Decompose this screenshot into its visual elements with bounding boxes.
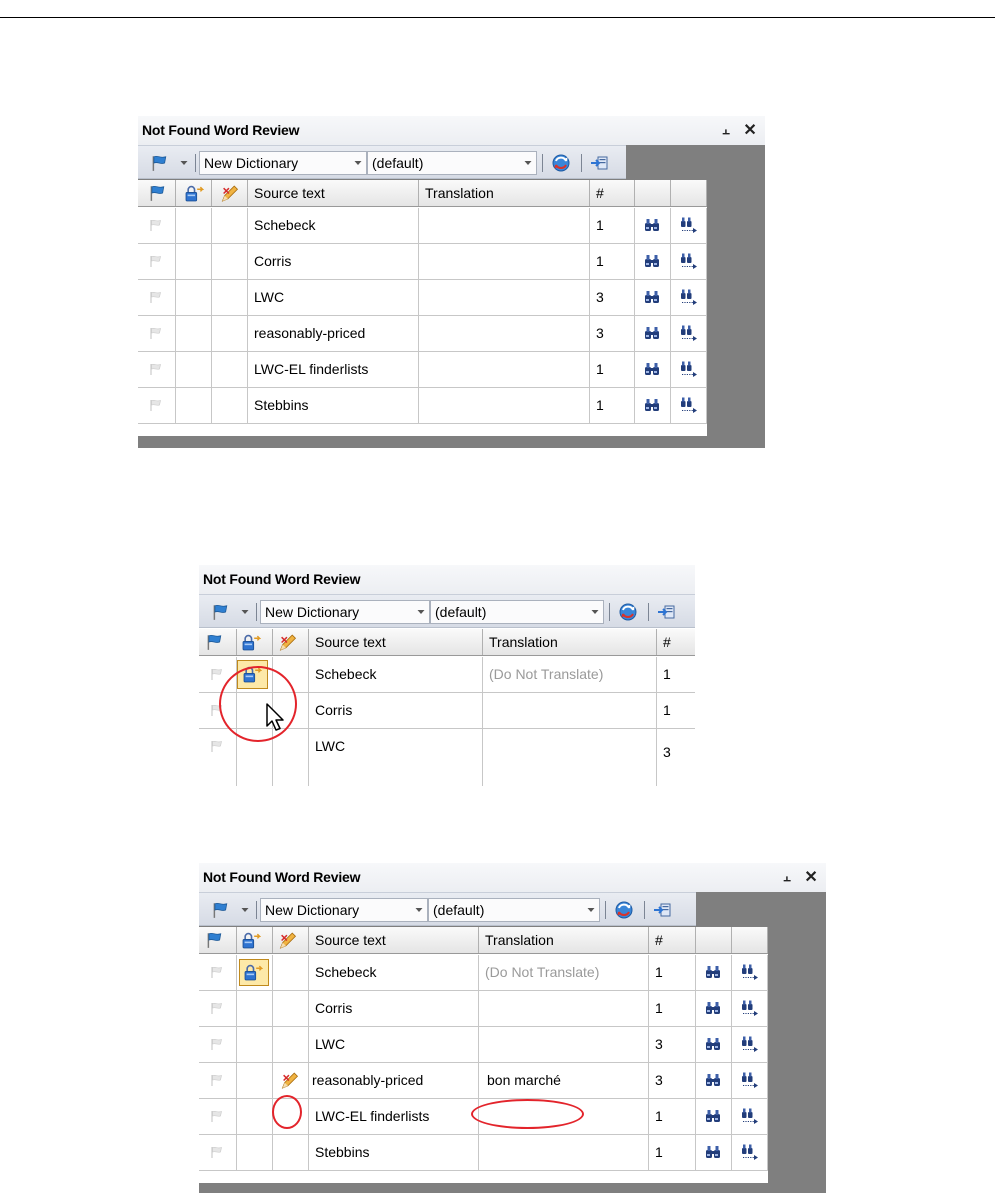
translation-cell[interactable] (419, 244, 590, 279)
count-cell: 1 (663, 666, 671, 682)
count-cell: 3 (663, 744, 671, 760)
annotation-circle (272, 1095, 302, 1129)
flag-icon (209, 1072, 225, 1088)
table-row[interactable] (199, 955, 768, 991)
find-next-cell[interactable] (732, 1027, 768, 1062)
lock-cell[interactable] (237, 1099, 273, 1134)
source-text-cell: Schebeck (309, 955, 479, 990)
table-row[interactable] (138, 388, 707, 424)
dictionary-value: New Dictionary (204, 155, 299, 171)
flag-icon (148, 361, 164, 377)
flag-icon (204, 633, 224, 651)
find-cell[interactable] (696, 1027, 732, 1062)
export-icon[interactable] (653, 901, 671, 919)
flag-filter-icon[interactable] (148, 154, 170, 172)
lock-cell[interactable] (237, 955, 273, 990)
header-source-text[interactable]: Source text (309, 629, 483, 655)
translation-cell[interactable] (419, 208, 590, 243)
find-cell[interactable] (696, 1063, 732, 1098)
find-next-icon[interactable] (741, 1107, 759, 1125)
source-text-cell: Schebeck (309, 657, 483, 692)
flag-cell[interactable] (199, 1063, 237, 1098)
find-next-icon[interactable] (680, 252, 698, 270)
lock-cell[interactable] (237, 1063, 273, 1098)
find-next-cell[interactable] (732, 1135, 768, 1170)
grid-header (138, 180, 707, 207)
count-cell: 1 (590, 208, 635, 243)
lock-cell[interactable] (237, 991, 273, 1026)
flag-icon (209, 1000, 225, 1016)
translation-cell[interactable] (479, 1027, 649, 1062)
lock-cell[interactable] (176, 388, 212, 423)
toolbar-separator (195, 154, 196, 172)
table-row[interactable] (199, 1135, 768, 1171)
flag-filter-icon[interactable] (209, 901, 231, 919)
source-text-cell: Corris (248, 244, 419, 279)
header-edit[interactable] (273, 629, 309, 655)
close-icon[interactable]: ✕ (804, 869, 818, 886)
lock-icon (184, 185, 204, 202)
count-cell: 1 (649, 1099, 696, 1134)
find-next-icon[interactable] (741, 1071, 759, 1089)
lock-cell[interactable] (237, 1135, 273, 1170)
language-select[interactable] (428, 898, 600, 922)
toolbar-separator (256, 603, 257, 621)
flag-icon (148, 289, 164, 305)
toolbar (199, 892, 696, 926)
chevron-down-icon[interactable] (180, 160, 188, 166)
find-next-icon[interactable] (680, 396, 698, 414)
panel-title-bar (138, 116, 765, 145)
toolbar-separator (644, 901, 645, 919)
dictionary-select[interactable] (260, 600, 430, 624)
pin-icon[interactable]: ⫠ (783, 870, 791, 884)
lock-cell[interactable] (176, 316, 212, 351)
flag-icon (209, 738, 225, 754)
header-lock[interactable] (176, 180, 212, 206)
toolbar (138, 145, 626, 179)
header-translation[interactable]: Translation (419, 180, 590, 206)
find-cell[interactable] (696, 1099, 732, 1134)
find-cell[interactable] (635, 244, 671, 279)
header-translation[interactable]: Translation (479, 927, 649, 953)
translation-cell[interactable] (419, 352, 590, 387)
translation-cell[interactable] (419, 388, 590, 423)
flag-icon (209, 1108, 225, 1124)
panel-title-bar (199, 565, 695, 594)
source-text-cell: reasonably-priced (248, 316, 419, 351)
header-lock[interactable] (237, 927, 273, 953)
toolbar-separator (605, 901, 606, 919)
not-found-word-review-panel-3 (199, 863, 826, 1193)
find-next-cell[interactable] (671, 208, 707, 243)
edit-cell[interactable] (273, 955, 309, 990)
header-source-text[interactable]: Source text (248, 180, 419, 206)
find-next-cell[interactable] (732, 955, 768, 990)
table-row[interactable] (138, 244, 707, 280)
word-grid (138, 180, 707, 436)
export-icon[interactable] (590, 154, 608, 172)
source-text-cell: LWC (309, 729, 483, 786)
find-cell[interactable] (635, 280, 671, 315)
flag-cell[interactable] (199, 955, 237, 990)
lock-cell[interactable] (237, 1027, 273, 1062)
binoculars-icon[interactable] (644, 289, 660, 305)
flag-cell[interactable] (199, 1135, 237, 1170)
toolbar-separator (256, 901, 257, 919)
binoculars-icon[interactable] (644, 397, 660, 413)
header-flag[interactable] (199, 927, 237, 953)
source-text-cell: Stebbins (248, 388, 419, 423)
language-select[interactable] (367, 151, 537, 175)
cursor-icon (265, 702, 287, 732)
binoculars-icon[interactable] (705, 1144, 721, 1160)
edit-cell[interactable] (212, 316, 248, 351)
header-count[interactable]: # (590, 180, 635, 206)
count-cell: 3 (590, 316, 635, 351)
grid-header (199, 629, 695, 656)
flag-cell[interactable] (138, 244, 176, 279)
binoculars-icon[interactable] (705, 964, 721, 980)
dictionary-select[interactable] (199, 151, 367, 175)
header-flag[interactable] (138, 180, 176, 206)
table-row[interactable] (138, 208, 707, 244)
chevron-down-icon[interactable] (587, 907, 595, 913)
chevron-down-icon[interactable] (241, 609, 249, 615)
flag-icon (148, 217, 164, 233)
find-cell[interactable] (635, 316, 671, 351)
header-find-next (671, 180, 707, 206)
find-next-icon[interactable] (680, 216, 698, 234)
table-row[interactable] (138, 352, 707, 388)
pencil-icon[interactable] (281, 1072, 299, 1089)
header-edit[interactable] (212, 180, 248, 206)
translation-cell[interactable] (483, 693, 657, 728)
flag-cell[interactable] (199, 1027, 237, 1062)
page-divider (0, 17, 995, 18)
source-text-cell: LWC-EL finderlists (248, 352, 419, 387)
header-count[interactable]: # (649, 927, 696, 953)
find-next-icon[interactable] (741, 1035, 759, 1053)
export-icon[interactable] (657, 603, 675, 621)
flag-icon (147, 184, 167, 202)
header-translation[interactable]: Translation (483, 629, 657, 655)
refresh-icon[interactable] (550, 152, 572, 174)
find-next-icon[interactable] (741, 1143, 759, 1161)
edit-cell[interactable] (212, 352, 248, 387)
source-text-cell: LWC (248, 280, 419, 315)
table-row[interactable] (138, 280, 707, 316)
panel-title: Not Found Word Review (142, 122, 300, 138)
lock-icon (241, 634, 261, 651)
chevron-down-icon[interactable] (417, 609, 425, 615)
header-find-next (732, 927, 768, 953)
edit-cell[interactable] (273, 1135, 309, 1170)
table-row[interactable] (138, 316, 707, 352)
language-value: (default) (433, 902, 485, 918)
flag-icon (209, 1144, 225, 1160)
count-cell: 3 (649, 1063, 696, 1098)
binoculars-icon[interactable] (644, 325, 660, 341)
edit-cell[interactable] (212, 208, 248, 243)
find-cell[interactable] (635, 208, 671, 243)
flag-cell[interactable] (138, 208, 176, 243)
language-value: (default) (435, 604, 487, 620)
lock-icon (241, 932, 261, 949)
language-select[interactable] (430, 600, 604, 624)
edit-cell[interactable] (273, 1063, 309, 1098)
header-find (635, 180, 671, 206)
edit-cell[interactable] (273, 729, 309, 786)
edit-cell[interactable] (212, 280, 248, 315)
find-next-cell[interactable] (671, 352, 707, 387)
flag-cell[interactable] (199, 729, 237, 786)
flag-cell[interactable] (199, 991, 237, 1026)
find-next-cell[interactable] (671, 280, 707, 315)
table-row[interactable] (199, 1063, 768, 1099)
find-cell[interactable] (635, 352, 671, 387)
translation-cell[interactable]: bon marché (479, 1063, 649, 1098)
binoculars-icon[interactable] (705, 1000, 721, 1016)
chevron-down-icon[interactable] (241, 907, 249, 913)
grid-header (199, 927, 768, 954)
flag-cell[interactable] (138, 388, 176, 423)
find-cell[interactable] (635, 388, 671, 423)
flag-cell[interactable] (138, 280, 176, 315)
binoculars-icon[interactable] (705, 1036, 721, 1052)
find-next-icon[interactable] (741, 999, 759, 1017)
edit-cell[interactable] (273, 1027, 309, 1062)
header-count[interactable]: # (663, 634, 671, 650)
table-row[interactable] (199, 991, 768, 1027)
count-cell: 1 (649, 955, 696, 990)
flag-icon (204, 931, 224, 949)
header-edit[interactable] (273, 927, 309, 953)
find-next-cell[interactable] (732, 991, 768, 1026)
chevron-down-icon[interactable] (354, 160, 362, 166)
count-cell: 1 (649, 991, 696, 1026)
language-value: (default) (372, 155, 424, 171)
flag-cell[interactable] (199, 1099, 237, 1134)
source-text-cell: Corris (309, 693, 483, 728)
chevron-down-icon[interactable] (591, 609, 599, 615)
refresh-icon[interactable] (617, 601, 639, 623)
count-cell: 1 (590, 352, 635, 387)
binoculars-icon[interactable] (644, 217, 660, 233)
translation-cell[interactable]: (Do Not Translate) (483, 657, 657, 692)
panel-title-bar (199, 863, 826, 892)
find-cell[interactable] (696, 955, 732, 990)
flag-icon (209, 666, 225, 682)
find-next-icon[interactable] (680, 288, 698, 306)
find-next-icon[interactable] (680, 360, 698, 378)
flag-icon (148, 253, 164, 269)
find-next-cell[interactable] (671, 316, 707, 351)
source-text-cell: Schebeck (248, 208, 419, 243)
flag-icon (209, 964, 225, 980)
panel-title: Not Found Word Review (203, 869, 361, 885)
chevron-down-icon[interactable] (415, 907, 423, 913)
translation-cell[interactable] (483, 729, 657, 786)
flag-icon (148, 397, 164, 413)
find-cell[interactable] (696, 991, 732, 1026)
chevron-down-icon[interactable] (524, 160, 532, 166)
header-source-text[interactable]: Source text (309, 927, 479, 953)
pencil-icon (279, 932, 297, 949)
toolbar-separator (609, 603, 610, 621)
lock-cell[interactable] (176, 280, 212, 315)
count-cell: 3 (590, 280, 635, 315)
find-next-cell[interactable] (671, 388, 707, 423)
flag-cell[interactable] (138, 352, 176, 387)
not-found-word-review-panel-2 (199, 565, 695, 786)
pencil-icon (221, 185, 239, 202)
toolbar (199, 594, 695, 628)
header-flag[interactable] (199, 629, 237, 655)
translation-cell[interactable] (419, 316, 590, 351)
source-text-cell: reasonably-priced (309, 1063, 479, 1098)
lock-icon[interactable] (243, 964, 263, 981)
pencil-icon (279, 634, 297, 651)
translation-cell[interactable]: (Do Not Translate) (479, 955, 649, 990)
panel-title: Not Found Word Review (203, 571, 361, 587)
find-next-icon[interactable] (741, 963, 759, 981)
find-next-icon[interactable] (680, 324, 698, 342)
toolbar-separator (542, 154, 543, 172)
dictionary-value: New Dictionary (265, 902, 360, 918)
lock-cell[interactable] (176, 244, 212, 279)
count-cell: 1 (649, 1135, 696, 1170)
dictionary-value: New Dictionary (265, 604, 360, 620)
close-icon[interactable]: ✕ (743, 122, 757, 139)
lock-cell[interactable] (176, 352, 212, 387)
translation-cell[interactable] (479, 1135, 649, 1170)
word-grid (199, 927, 768, 1183)
count-cell: 3 (649, 1027, 696, 1062)
count-cell: 1 (590, 388, 635, 423)
flag-icon (148, 325, 164, 341)
refresh-icon[interactable] (613, 899, 635, 921)
binoculars-icon[interactable] (644, 361, 660, 377)
binoculars-icon[interactable] (644, 253, 660, 269)
toolbar-separator (648, 603, 649, 621)
count-cell: 1 (590, 244, 635, 279)
not-found-word-review-panel-1 (138, 116, 765, 448)
edit-cell[interactable] (212, 244, 248, 279)
find-cell[interactable] (696, 1135, 732, 1170)
find-next-cell[interactable] (732, 1099, 768, 1134)
binoculars-icon[interactable] (705, 1072, 721, 1088)
header-find (696, 927, 732, 953)
source-text-cell: Corris (309, 991, 479, 1026)
source-text-cell: Stebbins (309, 1135, 479, 1170)
edit-cell[interactable] (212, 388, 248, 423)
lock-cell[interactable] (176, 208, 212, 243)
find-next-cell[interactable] (671, 244, 707, 279)
count-cell: 1 (663, 702, 671, 718)
header-lock[interactable] (237, 629, 273, 655)
binoculars-icon[interactable] (705, 1108, 721, 1124)
toolbar-separator (581, 154, 582, 172)
dictionary-select[interactable] (260, 898, 428, 922)
edit-cell[interactable] (273, 991, 309, 1026)
annotation-circle (471, 1099, 584, 1129)
table-row[interactable] (199, 1027, 768, 1063)
flag-filter-icon[interactable] (209, 603, 231, 621)
flag-cell[interactable] (138, 316, 176, 351)
flag-icon (209, 1036, 225, 1052)
translation-cell[interactable] (479, 991, 649, 1026)
pin-icon[interactable]: ⫠ (722, 123, 730, 137)
source-text-cell: LWC (309, 1027, 479, 1062)
translation-cell[interactable] (419, 280, 590, 315)
source-text-cell: LWC-EL finderlists (309, 1099, 479, 1134)
find-next-cell[interactable] (732, 1063, 768, 1098)
